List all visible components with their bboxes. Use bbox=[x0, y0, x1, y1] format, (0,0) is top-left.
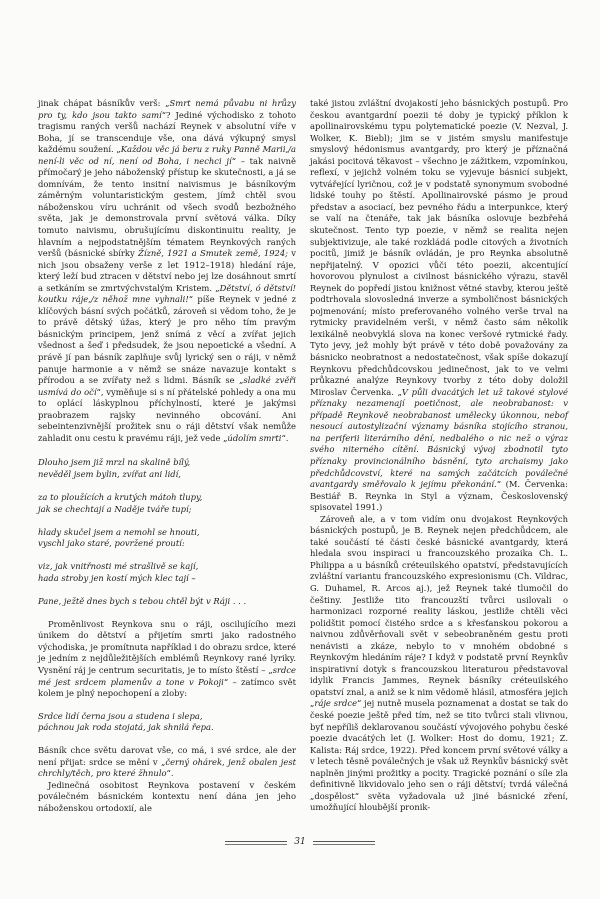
text-run: v nich jsou obsaženy verše z let 1912–1918) hledání ráje, který leží bud ztracen v dětství nebo jej lze dosáhnout smrtí a setkáním se zmrtvýchvstalým Kristem. „ bbox=[38, 248, 296, 293]
italic-quote: černý ohárek, jenž obalen jest chrchly/těch, pro které žhnulo bbox=[38, 756, 296, 779]
text-run: “. bbox=[166, 768, 174, 779]
poem-line: nevěděl jsem bylin, zvířat ani lidí, bbox=[38, 468, 181, 479]
paragraph bbox=[38, 619, 296, 700]
paragraph bbox=[38, 98, 296, 444]
text-run: Proměnlivost Reynkova snu o ráji, oscilujícího mezi únikem do dětství a přijetím smrti jako radostného východiska, je promítnuta například i do obrazu srdce, které je jedním z nejdůležitějších emblémů Reynkovy rané lyriky. Vysnění ráj je centrum securitatis, je to místo štěstí – „ bbox=[38, 618, 296, 676]
text-run: Zároveň ale, a v tom vidím onu dvojakost Reynkových básnických postupů, je B. Reynek nejen předchůdcem, ale také součástí té části české básnické avantgardy, která hledala svou inspiraci u francouzského prozaika Ch. L. Philippa a u básníků créteuilského opatství, představujících zvláštní variantu francouzského expresionismu (Ch. Vildrac, G. Duhamel, R. Arcos aj.), jež Reynek také tlumočil do češtiny. Jestliže tito francouzští tvůrci usilovali o harmonizaci rozporné reality láskou, jestliže chtěli věci polidštit pomocí čistého srdce a s křesťanskou pokorou a naivnou zdůvěrňovali svět v sebeobraněném gestu proti nenávisti a zkáze, nebylo to v mnohém obdobné s Reynkovým hledáním ráje? I když v podstatě první Reynkův inspirativní dotyk s francouzskou literaturou představoval idylik Francis Jammes, Reynek básníky créteuilského opatství znal, a aniž se k nim vědomě hlásil, atmosféra jejich „ bbox=[310, 513, 568, 709]
italic-quote: Smrt nemá půvabu ni hrůzy pro ty, kdo jsou takto samí bbox=[38, 98, 296, 120]
left-column bbox=[38, 98, 296, 815]
text-run: “ píše Reynek v jedné z klíčových básní svých počátků, zároveň si vědom toho, že je to právě dětský úžas, který je pro něho tím pravým básnickým principem, jenž snímá z věcí a zvířat jejich všednost a šeď i předsudek, že jsou nepoetické a všední. A právě jí pan básník zaplňuje svůj lyrický sen o ráji, v němž panuje harmonie a v němž se snáze navazuje kontakt s přírodou a se zvířaty než s lidmi. Básník se „ bbox=[38, 294, 296, 386]
poem-line: jak se chechtají a Naděje tváře tupí; bbox=[38, 503, 192, 514]
text-run: “ – zatímco svět kolem je plný nepochopení a zloby: bbox=[38, 676, 296, 699]
text-run: Jedinečná osobitost Reynkova postavení v českém poválečném básnickém kontextu není dána jen jeho náboženskou ortodoxií, ale bbox=[38, 779, 296, 813]
quote bbox=[38, 711, 296, 734]
poem-line: viz, jak vnitřnosti mé strašlivě se kají, bbox=[38, 561, 199, 572]
page-number: 31 bbox=[294, 837, 306, 847]
italic-quote: sladké zvěři usmívá do očí bbox=[38, 375, 296, 397]
italic-quote: Každou věc já beru z ruky Panně Marii,/a není-li věc od ní, není od Boha, i nechci jí bbox=[38, 144, 296, 166]
paragraph bbox=[310, 514, 568, 814]
poem-line: Dlouho jsem již mrzl na skalině bílý, bbox=[38, 457, 191, 468]
italic-quote: ráje srdce bbox=[314, 698, 358, 709]
italic-quote: Dětství, ó dětství! koutku ráje,/z něhož mne vyhnali! bbox=[38, 282, 296, 305]
text-run: “. bbox=[281, 432, 289, 443]
poem-line: vyschl jako staré, povržené proutí: bbox=[38, 538, 185, 549]
page-footer bbox=[225, 834, 375, 850]
italic-quote: údolím smrti bbox=[227, 432, 282, 443]
poem bbox=[38, 457, 296, 607]
text-run: “ – tak naivně přímočarý je jeho náboženský přístup ke skutečnosti, a já se domnívám, že tento insitní naivismus je básníkovým záměrným voluntaristickým gestem, jímž chtěl svou náboženskou víru uchránit od všech svodů bezbožného světa, jak je demonstrovala první světová válka. Díky tomuto naivismu, obrušujícímu diskontinuitu reality, je hlavním a nejpodstatnějším tématem Reynkových raných veršů (básnické sbírky bbox=[38, 155, 296, 259]
paragraph bbox=[38, 780, 296, 815]
footer-rule-left bbox=[225, 841, 287, 842]
text-run: “ (M. Červenka: Bestiář B. Reynka in Styl a význam, Československý spisovatel 1991.) bbox=[310, 479, 568, 513]
text-run: Básník chce světu darovat vše, co má, i své srdce, ale der není přijat: srdce se mění v „ bbox=[38, 745, 296, 767]
poem-line: hlady skučel jsem a nemohl se hnouti, bbox=[38, 526, 200, 537]
text-run: “ jej nutně musela poznamenat a dostat se tak do české poezie ještě před tím, než se tito tvůrci stali vlivnou, byť nepříliš deklarovanou součástí vývojového pohybu české poezie dvacátých let (J. Wolker: Host do domu, 1921; Z. Kalista: Ráj srdce, 1922). Před koncem první světové války a v letech těsně poválečných je však už Reynkův básnický svět naplněn jinými prožitky a pocity. Tragické poznání o síle zla definitivně likvidovalo jeho sen o ráji dětství; tvrdá válečná „dospělost“ světa vyžadovala už jiné básnické zření, umožňující hloubější pronik- bbox=[310, 698, 568, 813]
text-run: “? Jediné východisko z tohoto tragismu raných veršů nachází Reynek v absolutní víře v Boha, jí se transcenduje vše, ona dává výkupný smysl každému soužení. „ bbox=[38, 109, 296, 155]
italic-quote: Žízně, 1921 a Smutek země, 1924; bbox=[138, 248, 289, 259]
quote-line: páchnou jak roda stojatá, jak shnilá řepa. bbox=[38, 722, 214, 733]
italic-quote: V půli dvacátých let už takové stylové příznaky nezamenají poetičnost, ale neobrabanost: v případě Reynkově neobrabanost umělecky úkonnou, nebof nesoucí autostylizační významy básníka stojícího stranou, na periferii literárního dění, nedbalého o nic než o výraz svého niterného cítění. Básnický vývoj zbodnotil tyto příznaky provincionálního básnění, tyto archaismy jako předchůdcovství, které na samých začátcích poválečné avantgardy směřovalo k jejímu překonání. bbox=[310, 386, 569, 490]
right-column bbox=[310, 98, 568, 814]
footer-rule-right bbox=[313, 841, 375, 842]
quote-line: Srdce lidí černa jsou a studena i slepa, bbox=[38, 710, 203, 721]
poem-line: Pane, ježtě dnes bych s tebou chtěl být v Ráji . . . bbox=[38, 595, 247, 606]
text-run: také jistou zvláštní dvojakostí jeho básnických postupů. Pro českou avantgardní poezii té doby je typický příklon k apollinairovskému typu polytematické poezie (V. Nezval, J. Wolker, K. Biebl); jim se v jistém smyslu manifestuje smyslový hédonismus avantgardy, pro který je příznačná jakási pocitová těkavost – všechno je zážitkem, vzpomínkou, reflexí, v jejichž volném toku se vyjevuje básnicí subjekt, vytvářející lyričnou, což je v podstatě synonymum svobodné lidské touhy po štěstí. Apollinairovské pásmo je proud představ a asociací, bez pevného řádu a interpunkce, který se valí na čtenáře, tak jak básníka oslovuje bezbřehá skutečnost. Tento typ poezie, v němž se realita nejen subjektivizuje, ale také rozkládá podle citových a životních pocitů, jimiž je básník ovládán, je pro Reynka absolutně nepřijatelný. V opozici vůči této poezii, akcentující hovorovou plynulost a civilnost básnického výrazu, stavěl Reynek do popředí jistou knižnost větné stavby, kterou ještě podtrhovala slovosledná inverze a symboličnost básnických pojmenování; místo preferovaného volného verše trval na rytmicky pravidelném verši, v němž často sám několik lexikálně neobvyklá slova na konec veršové rytmické řady. Tyto jevy, jež mohly být právě v této době považovány za básnicko neobratnost a nedostatečnost, však spíše dokazují Reynkovu předchůdcovskou jedinečnost, jak to ve velmi průkazné analýze Reynkovy tvorby z této doby doložil Miroslav Červenka. „ bbox=[310, 98, 568, 397]
text-run: jinak chápat básníkův verš: „ bbox=[38, 98, 170, 108]
poem-line: za to ploužících a krutých mátoh tlupy, bbox=[38, 492, 203, 502]
paragraph bbox=[38, 745, 296, 780]
text-run: “, vyměňuje si s ní přátelské pohledy a ona mu to oplácí láskyplnou příchylností, které je jakýmsi praobrazem rajsky nevinného obcování. Ani sebeintenzivnější prožitek snu o ráji dětství však nemůže zahladit onu cestu k pravému ráji, jež vede „ bbox=[38, 386, 296, 443]
paragraph bbox=[310, 98, 568, 514]
italic-quote: srdce mé jest srdcem plamenův a tone v Pokoji bbox=[38, 665, 296, 687]
poem-line: hada stroby jen kostí mých klec tají – bbox=[38, 572, 196, 583]
